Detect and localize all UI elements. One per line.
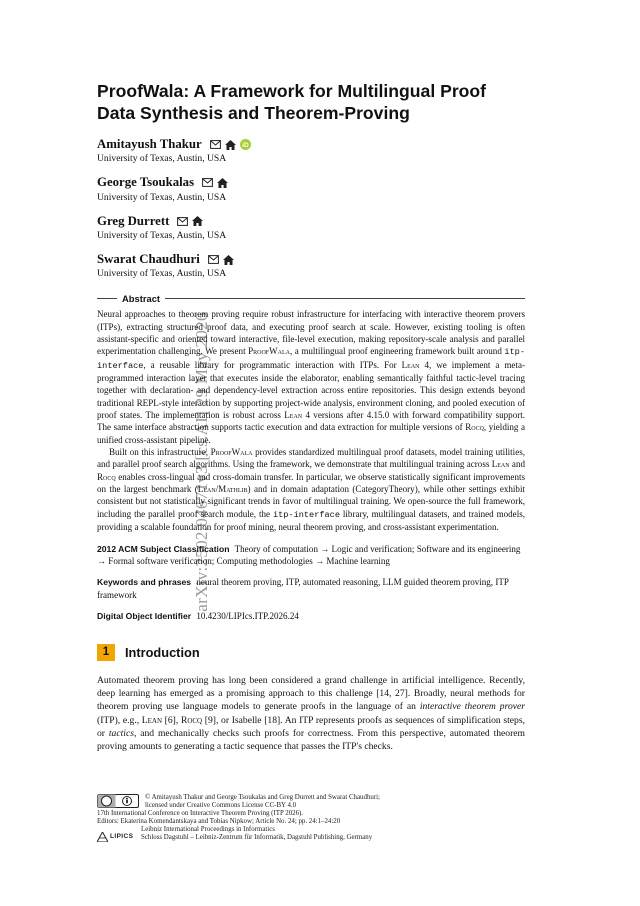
abstract-paragraph: Built on this infrastructure, ProofWala provides standardized multilingual proof datasets, model training utilities, and parallel proof search algorithms. Using the framework, we demonstrate that multilingual training across Lean and Rocq enables cross-lingual and cross-domain transfer. In particular, we observe statistically significant improvements on the largest benchmark (Lean/Mathlib) and in domain adaptation (CategoryTheory), while other settings exhibit consistent but not statistically significant trends in favor of multilingual training. We open-source the full framework, including the parallel proof search module, the itp-interface library, multilingual datasets, and trained models, providing a scalable foundation for proof mining, neural theorem proving, and cross-assistant experimentation. — [97, 447, 525, 533]
doi-label: Digital Object Identifier — [97, 610, 192, 621]
footer-publisher: Schloss Dagstuhl – Leibniz-Zentrum für Informatik, Dagstuhl Publishing, Germany — [141, 834, 373, 842]
author-name: Greg Durrett — [97, 213, 170, 228]
arxiv-stamp: arXiv:2502.04671v3 [cs.AI] 29 May 2026 — [192, 312, 211, 612]
author-block — [97, 250, 525, 280]
home-icon[interactable] — [217, 178, 228, 188]
title-line-1: ProofWala: A Framework for Multilingual Proof — [97, 81, 487, 101]
home-icon[interactable] — [223, 255, 234, 265]
author-affiliation: University of Texas, Austin, USA — [97, 268, 227, 280]
author-affiliation: University of Texas, Austin, USA — [97, 191, 227, 203]
footer-copyright: © Amitayush Thakur and George Tsoukalas and Greg Durrett and Swarat Chaudhuri; — [145, 794, 380, 801]
author-block — [97, 135, 525, 165]
doi-link[interactable]: 10.4230/LIPIcs.ITP.2026.24 — [196, 610, 299, 621]
section-number-badge: 1 — [97, 644, 115, 661]
doi — [97, 610, 525, 622]
orcid-icon[interactable] — [240, 139, 251, 150]
keywords-label: Keywords and phrases — [97, 577, 192, 588]
intro-paragraph: Automated theorem proving has long been considered a grand challenge in artificial intelligence. Recently, deep learning has emerged as a promising approach to this challenge [14, 27]. Broadly, neural methods for theorem proving use language models to generate proofs in the language of an interactive theorem prover (ITP), e.g., Lean [6], Rocq [9], or Isabelle [18]. An ITP represents proofs as sequences of simplification steps, or tactics, and mechanically checks such proofs for correctness. From this perspective, automated theorem proving amounts to generating a tactic sequence that passes the ITP's checks. — [97, 675, 526, 752]
abstract-paragraph: Neural approaches to theorem proving require robust infrastructure for interfacing with interactive theorem provers (ITPs), extracting structured proof data, and executing proof search at scale. However, existing tooling is often assistant-specific and oriented toward interactive, file-level execution, making repository-scale analysis and parallel experimentation challenging. We present ProofWala, a multilingual proof engineering framework built around itp-interface, a reusable library for programmatic interaction with ITPs. For Lean 4, we implement a meta-programmed interaction layer that executes inside the elaborator, enabling semantically faithful tactic-level tracing together with declaration- and dependency-level extraction across entire repositories. This design extends beyond traditional REPL-style interaction by supporting project-wide analysis, environment cloning, and pooled execution of proof states. The implementation is robust across Lean 4 versions after 4.15.0 with forward compatibility support. The same interface abstraction supports tactic execution and data extraction for multiple versions of Rocq, yielding a unified cross-assistant pipeline. — [97, 309, 526, 445]
acm-classification — [97, 543, 525, 568]
author-block — [97, 173, 525, 203]
author-block — [97, 212, 525, 242]
keywords — [97, 576, 525, 601]
envelope-icon[interactable] — [202, 178, 213, 187]
svg-text:iD: iD — [241, 142, 249, 150]
paper-content — [97, 80, 525, 753]
envelope-icon[interactable] — [177, 217, 188, 226]
author-list — [97, 135, 525, 280]
home-icon[interactable] — [192, 216, 203, 226]
author-name: Swarat Chaudhuri — [97, 251, 200, 266]
footer-license: licensed under Creative Commons License CC-BY 4.0 — [145, 802, 297, 810]
section-heading — [97, 644, 525, 661]
home-icon[interactable] — [225, 140, 236, 150]
footer-conference: 17th International Conference on Interactive Theorem Proving (ITP 2026). — [97, 810, 304, 818]
cc-by-license-icon[interactable] — [97, 794, 139, 808]
lipics-logo-icon — [97, 832, 108, 842]
envelope-icon[interactable] — [208, 255, 219, 264]
section-title: Introduction — [125, 645, 200, 661]
author-affiliation: University of Texas, Austin, USA — [97, 153, 227, 165]
footer-series: Leibniz International Proceedings in Informatics — [141, 826, 275, 834]
author-affiliation: University of Texas, Austin, USA — [97, 229, 227, 241]
keywords-text: neural theorem proving, ITP, automated reasoning, LLM guided theorem proving, ITP framework — [97, 577, 509, 600]
title-line-2: Data Synthesis and Theorem-Proving — [97, 103, 410, 123]
author-name: George Tsoukalas — [97, 175, 195, 190]
abstract-heading: Abstract — [122, 293, 161, 305]
paper-title — [97, 80, 525, 124]
acm-label: 2012 ACM Subject Classification — [97, 543, 230, 554]
author-name: Amitayush Thakur — [97, 137, 202, 151]
lipics-logo: LIPICS — [110, 833, 134, 841]
footer-editors: Editors: Ekaterina Komendantskaya and Tobias Nipkow; Article No. 24; pp. 24:1–24:20 — [97, 818, 341, 826]
abstract-divider — [97, 293, 525, 304]
page-footer — [97, 794, 525, 843]
acm-text: Theory of computation → Logic and verification; Software and its engineering → Formal software verification; Computing methodologies → Machine learning — [97, 543, 521, 566]
envelope-icon[interactable] — [210, 140, 221, 149]
